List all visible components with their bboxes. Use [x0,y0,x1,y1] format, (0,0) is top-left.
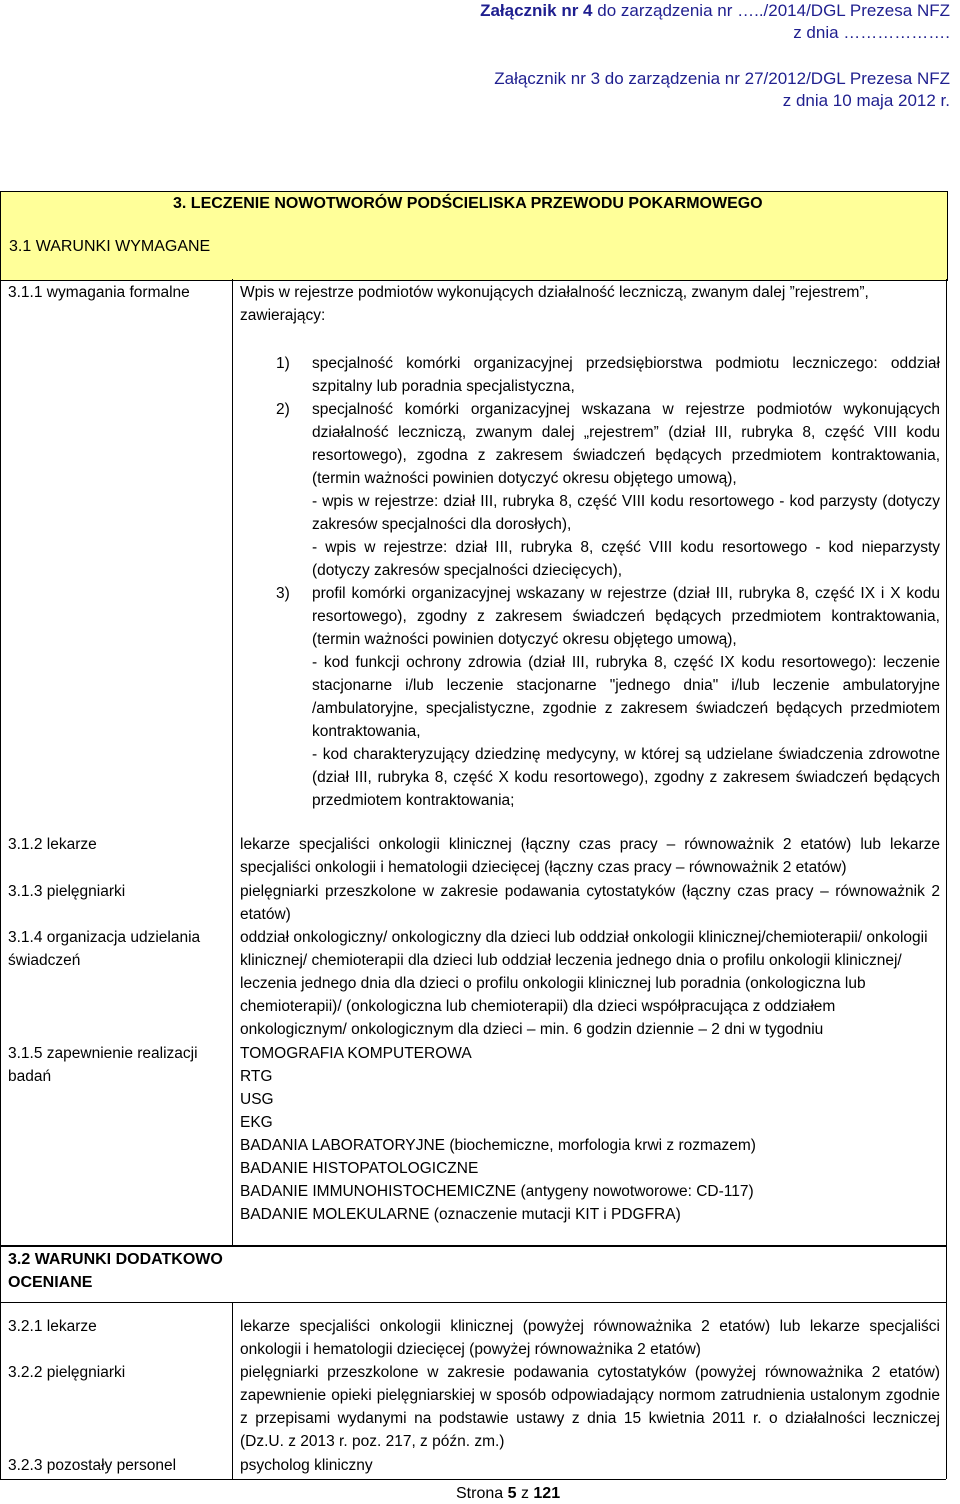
row-text-3-2-2: pielęgniarki przeszkolone w zakresie podawania cytostatyków (powyżej równoważnika 2 etatów) zapewnienie opieki pielęgniarskiej w sposób odpowiadający normom zatrudnienia ustalonym zgodnie z przepisami wydanymi na podstawie ustawy z dnia 15 kwietnia 2011 r. o działalności leczniczej (Dz.U. z 2013 r. poz. 217, z późn. zm.) [240,1364,940,1450]
row-label-3-2-3: 3.2.3 pozostały personel [8,1457,177,1474]
row-label-3-1-1: 3.1.1 wymagania formalne [8,284,190,301]
section-subtitle: 3.1 WARUNKI WYMAGANE [9,238,211,255]
list-item [276,398,940,490]
row-divider [0,1302,946,1303]
requirements-list [276,352,940,812]
list-item-number: 3) [276,585,290,602]
section-3-2-title: 3.2 WARUNKI DODATKOWO OCENIANE [8,1251,223,1291]
list-item [276,582,940,651]
exam-item: BADANIE IMMUNOHISTOCHEMICZNE (antygeny nowotworowe: CD-117) [240,1183,754,1200]
table-border-bottom [0,1479,946,1480]
row-label-3-1-5: 3.1.5 zapewnienie realizacji badań [8,1045,198,1085]
exam-item: BADANIE HISTOPATOLOGICZNE [240,1160,479,1177]
table-border-right [946,279,947,1479]
exam-item: TOMOGRAFIA KOMPUTEROWA [240,1045,472,1062]
attachment-header-line2: z dnia ………………. [793,23,950,42]
row-divider [0,1245,946,1247]
exam-item: RTG [240,1068,273,1085]
list-subitem: - wpis w rejestrze: dział III, rubryka 8, część VIII kodu resortowego - kod nieparzysty (dotyczy zakresów specjalności dziecięcych), [312,539,940,579]
row-label-3-1-2: 3.1.2 lekarze [8,836,97,853]
current-page: 5 [507,1485,517,1502]
total-pages: 121 [533,1485,561,1502]
table-border-left [0,279,1,1479]
attachment-order: do zarządzenia nr …../2014/DGL Prezesa NFZ [592,1,950,20]
row-text-3-1-4: oddział onkologiczny/ onkologiczny dla dzieci lub oddział onkologii klinicznej/chemioterapii/ onkologii klinicznej/ chemioterapii dla dzieci lub oddział leczenia jednego dnia o profilu onkologii klinicznej/ leczenia jednego dnia dla dzieci o profilu onkologii klinicznej lub poradnia (onkologiczna lub chemioterapii)/ (onkologiczna lub chemioterapii) dla dzieci współpracująca z oddziałem onkologicznym/ onkologicznym dla dzieci – min. 6 godzin dziennie – 2 dni w tygodniu [240,929,928,1038]
attachment-header-line3: Załącznik nr 3 do zarządzenia nr 27/2012/DGL Prezesa NFZ [494,69,950,88]
row-text-3-1-2: lekarze specjaliści onkologii klinicznej (łączny czas pracy – równoważnik 2 etatów) lub lekarze specjaliści onkologii i hematologii dziecięcej (łączny czas pracy – równoważnik 2 etatów) [240,836,940,876]
column-divider-lower [232,1302,233,1479]
requirements-table [0,191,948,1479]
section-title: 3. LECZENIE NOWOTWORÓW PODŚCIELISKA PRZEWODU POKARMOWEGO [173,195,763,212]
row-label-3-1-3: 3.1.3 pielęgniarki [8,883,126,900]
row-text-3-1-1-intro: Wpis w rejestrze podmiotów wykonujących działalność leczniczą, zwanym dalej ”rejestrem”, zawierający: [240,284,869,324]
attachment-number: Załącznik nr 4 [480,1,593,20]
row-text-3-2-3: psycholog kliniczny [240,1457,373,1474]
section-header [0,191,948,281]
list-item [276,352,940,398]
row-text-3-1-3: pielęgniarki przeszkolone w zakresie podawania cytostatyków (łączny czas pracy – równoważnik 2 etatów) [240,883,940,923]
list-subitem: - kod charakteryzujący dziedzinę medycyny, w której są udzielane świadczenia zdrowotne (dział III, rubryka 8, część X kodu resortowego), zgodny z zakresem świadczeń będących przedmiotem kontraktowania; [312,746,940,809]
list-subitem: - kod funkcji ochrony zdrowia (dział III, rubryka 8, część IX kodu resortowego): leczenie stacjonarne i/lub leczenie stacjonarne "jednego dnia" i/lub leczenie ambulatoryjne /ambulatoryjne, specjalistyczne, zgodnie z zakresem świadczeń będących przedmiotem kontraktowania, [312,654,940,740]
exam-list [240,1042,940,1226]
list-item-number: 2) [276,401,290,418]
exam-item: BADANIA LABORATORYJNE (biochemiczne, morfologia krwi z rozmazem) [240,1137,756,1154]
list-subitem: - wpis w rejestrze: dział III, rubryka 8, część VIII kodu resortowego - kod parzysty (dotyczy zakresów specjalności dla dorosłych), [312,493,940,533]
row-label-3-2-1: 3.2.1 lekarze [8,1318,97,1335]
row-text-3-2-1: lekarze specjaliści onkologii klinicznej (powyżej równoważnika 2 etatów) lub lekarze specjaliści onkologii i hematologii dziecięcej (powyżej równoważnika 2 etatów) [240,1318,940,1358]
row-label-3-1-4: 3.1.4 organizacja udzielania świadczeń [8,929,201,969]
attachment-header-line1 [480,0,950,22]
list-item-text: specjalność komórki organizacyjnej wskazana w rejestrze podmiotów wykonujących działalność leczniczą, zwanym dalej „rejestrem” (dział III, rubryka 8, część VIII kodu resortowego), zgodna z zakresem świadczeń będących przedmiotem kontraktowania, (termin ważności powinien dotyczyć okresu objętego umową), [312,401,940,487]
page-prefix: Strona [456,1485,508,1502]
row-label-3-2-2: 3.2.2 pielęgniarki [8,1364,126,1381]
page-separator: z [516,1485,534,1502]
exam-item: USG [240,1091,274,1108]
attachment-header-line4: z dnia 10 maja 2012 r. [782,91,950,110]
list-item-text: specjalność komórki organizacyjnej przedsiębiorstwa podmiotu leczniczego: oddział szpitalny lub poradnia specjalistyczna, [312,355,940,395]
exam-item: BADANIE MOLEKULARNE (oznaczenie mutacji KIT i PDGFRA) [240,1206,681,1223]
list-item-number: 1) [276,355,290,372]
column-divider [232,279,233,1245]
exam-item: EKG [240,1114,273,1131]
page-number [456,1484,560,1504]
list-item-text: profil komórki organizacyjnej wskazany w rejestrze (dział III, rubryka 8, część IX i X kodu resortowego), zgodny z zakresem świadczeń będących przedmiotem kontraktowania, (termin ważności powinien dotyczyć okresu objętego umową), [312,585,940,648]
